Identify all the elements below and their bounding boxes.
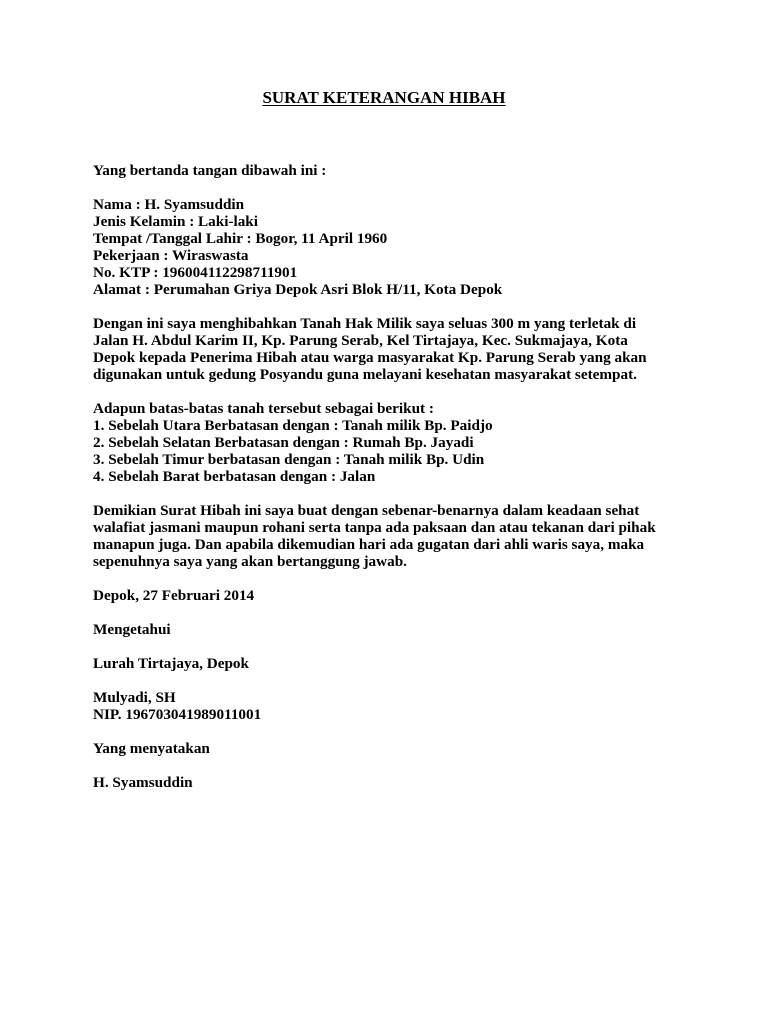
spacer xyxy=(93,298,683,315)
declarant-name: H. Syamsuddin xyxy=(93,774,193,791)
closing-line: walafiat jasmani maupun rohani serta tanpa ada paksaan dan atau tekanan dari pihak xyxy=(93,519,656,536)
spacer xyxy=(93,638,683,655)
statement-line: Jalan H. Abdul Karim II, Kp. Parung Serab, Kel Tirtajaya, Kec. Sukmajaya, Kota xyxy=(93,332,628,349)
spacer xyxy=(93,604,683,621)
spacer xyxy=(93,383,683,400)
statement-line: digunakan untuk gedung Posyandu guna melayani kesehatan masyarakat setempat. xyxy=(93,366,637,383)
spacer xyxy=(93,757,683,774)
boundary-west: 4. Sebelah Barat berbatasan dengan : Jalan xyxy=(93,468,376,485)
closing-paragraph xyxy=(93,502,683,570)
closing-line: manapun juga. Dan apabila dikemudian hari ada gugatan dari ahli waris saya, maka xyxy=(93,536,645,553)
acknowledged-label: Mengetahui xyxy=(93,621,171,638)
official-title: Lurah Tirtajaya, Depok xyxy=(93,655,249,672)
closing-line: sepenuhnya saya yang akan bertanggung jawab. xyxy=(93,553,407,570)
spacer xyxy=(93,179,683,196)
identity-gender: Jenis Kelamin : Laki-laki xyxy=(93,213,258,230)
identity-ktp: No. KTP : 196004112298711901 xyxy=(93,264,298,281)
spacer xyxy=(93,723,683,740)
identity-name: Nama : H. Syamsuddin xyxy=(93,196,245,213)
declarant-label: Yang menyatakan xyxy=(93,740,210,757)
place-date: Depok, 27 Februari 2014 xyxy=(93,587,255,604)
document-title-text: SURAT KETERANGAN HIBAH xyxy=(262,88,506,107)
spacer xyxy=(93,570,683,587)
spacer xyxy=(93,485,683,502)
statement-paragraph xyxy=(93,315,683,383)
identity-address: Alamat : Perumahan Griya Depok Asri Blok H/11, Kota Depok xyxy=(93,281,503,298)
document-title xyxy=(0,88,768,108)
intro-line: Yang bertanda tangan dibawah ini : xyxy=(93,162,327,179)
identity-birth: Tempat /Tanggal Lahir : Bogor, 11 April 1960 xyxy=(93,230,388,247)
closing-line: Demikian Surat Hibah ini saya buat dengan sebenar-benarnya dalam keadaan sehat xyxy=(93,502,640,519)
identity-block xyxy=(93,196,683,298)
boundary-north: 1. Sebelah Utara Berbatasan dengan : Tanah milik Bp. Paidjo xyxy=(93,417,493,434)
boundary-east: 3. Sebelah Timur berbatasan dengan : Tanah milik Bp. Udin xyxy=(93,451,485,468)
identity-occupation: Pekerjaan : Wiraswasta xyxy=(93,247,249,264)
boundaries-intro: Adapun batas-batas tanah tersebut sebagai berikut : xyxy=(93,400,434,417)
statement-line: Dengan ini saya menghibahkan Tanah Hak Milik saya seluas 300 m yang terletak di xyxy=(93,315,637,332)
statement-line: Depok kepada Penerima Hibah atau warga masyarakat Kp. Parung Serab yang akan xyxy=(93,349,647,366)
official-name: Mulyadi, SH xyxy=(93,689,176,706)
document-body xyxy=(93,162,683,791)
official-nip: NIP. 196703041989011001 xyxy=(93,706,262,723)
spacer xyxy=(93,672,683,689)
boundary-south: 2. Sebelah Selatan Berbatasan dengan : Rumah Bp. Jayadi xyxy=(93,434,474,451)
boundaries-block xyxy=(93,400,683,485)
